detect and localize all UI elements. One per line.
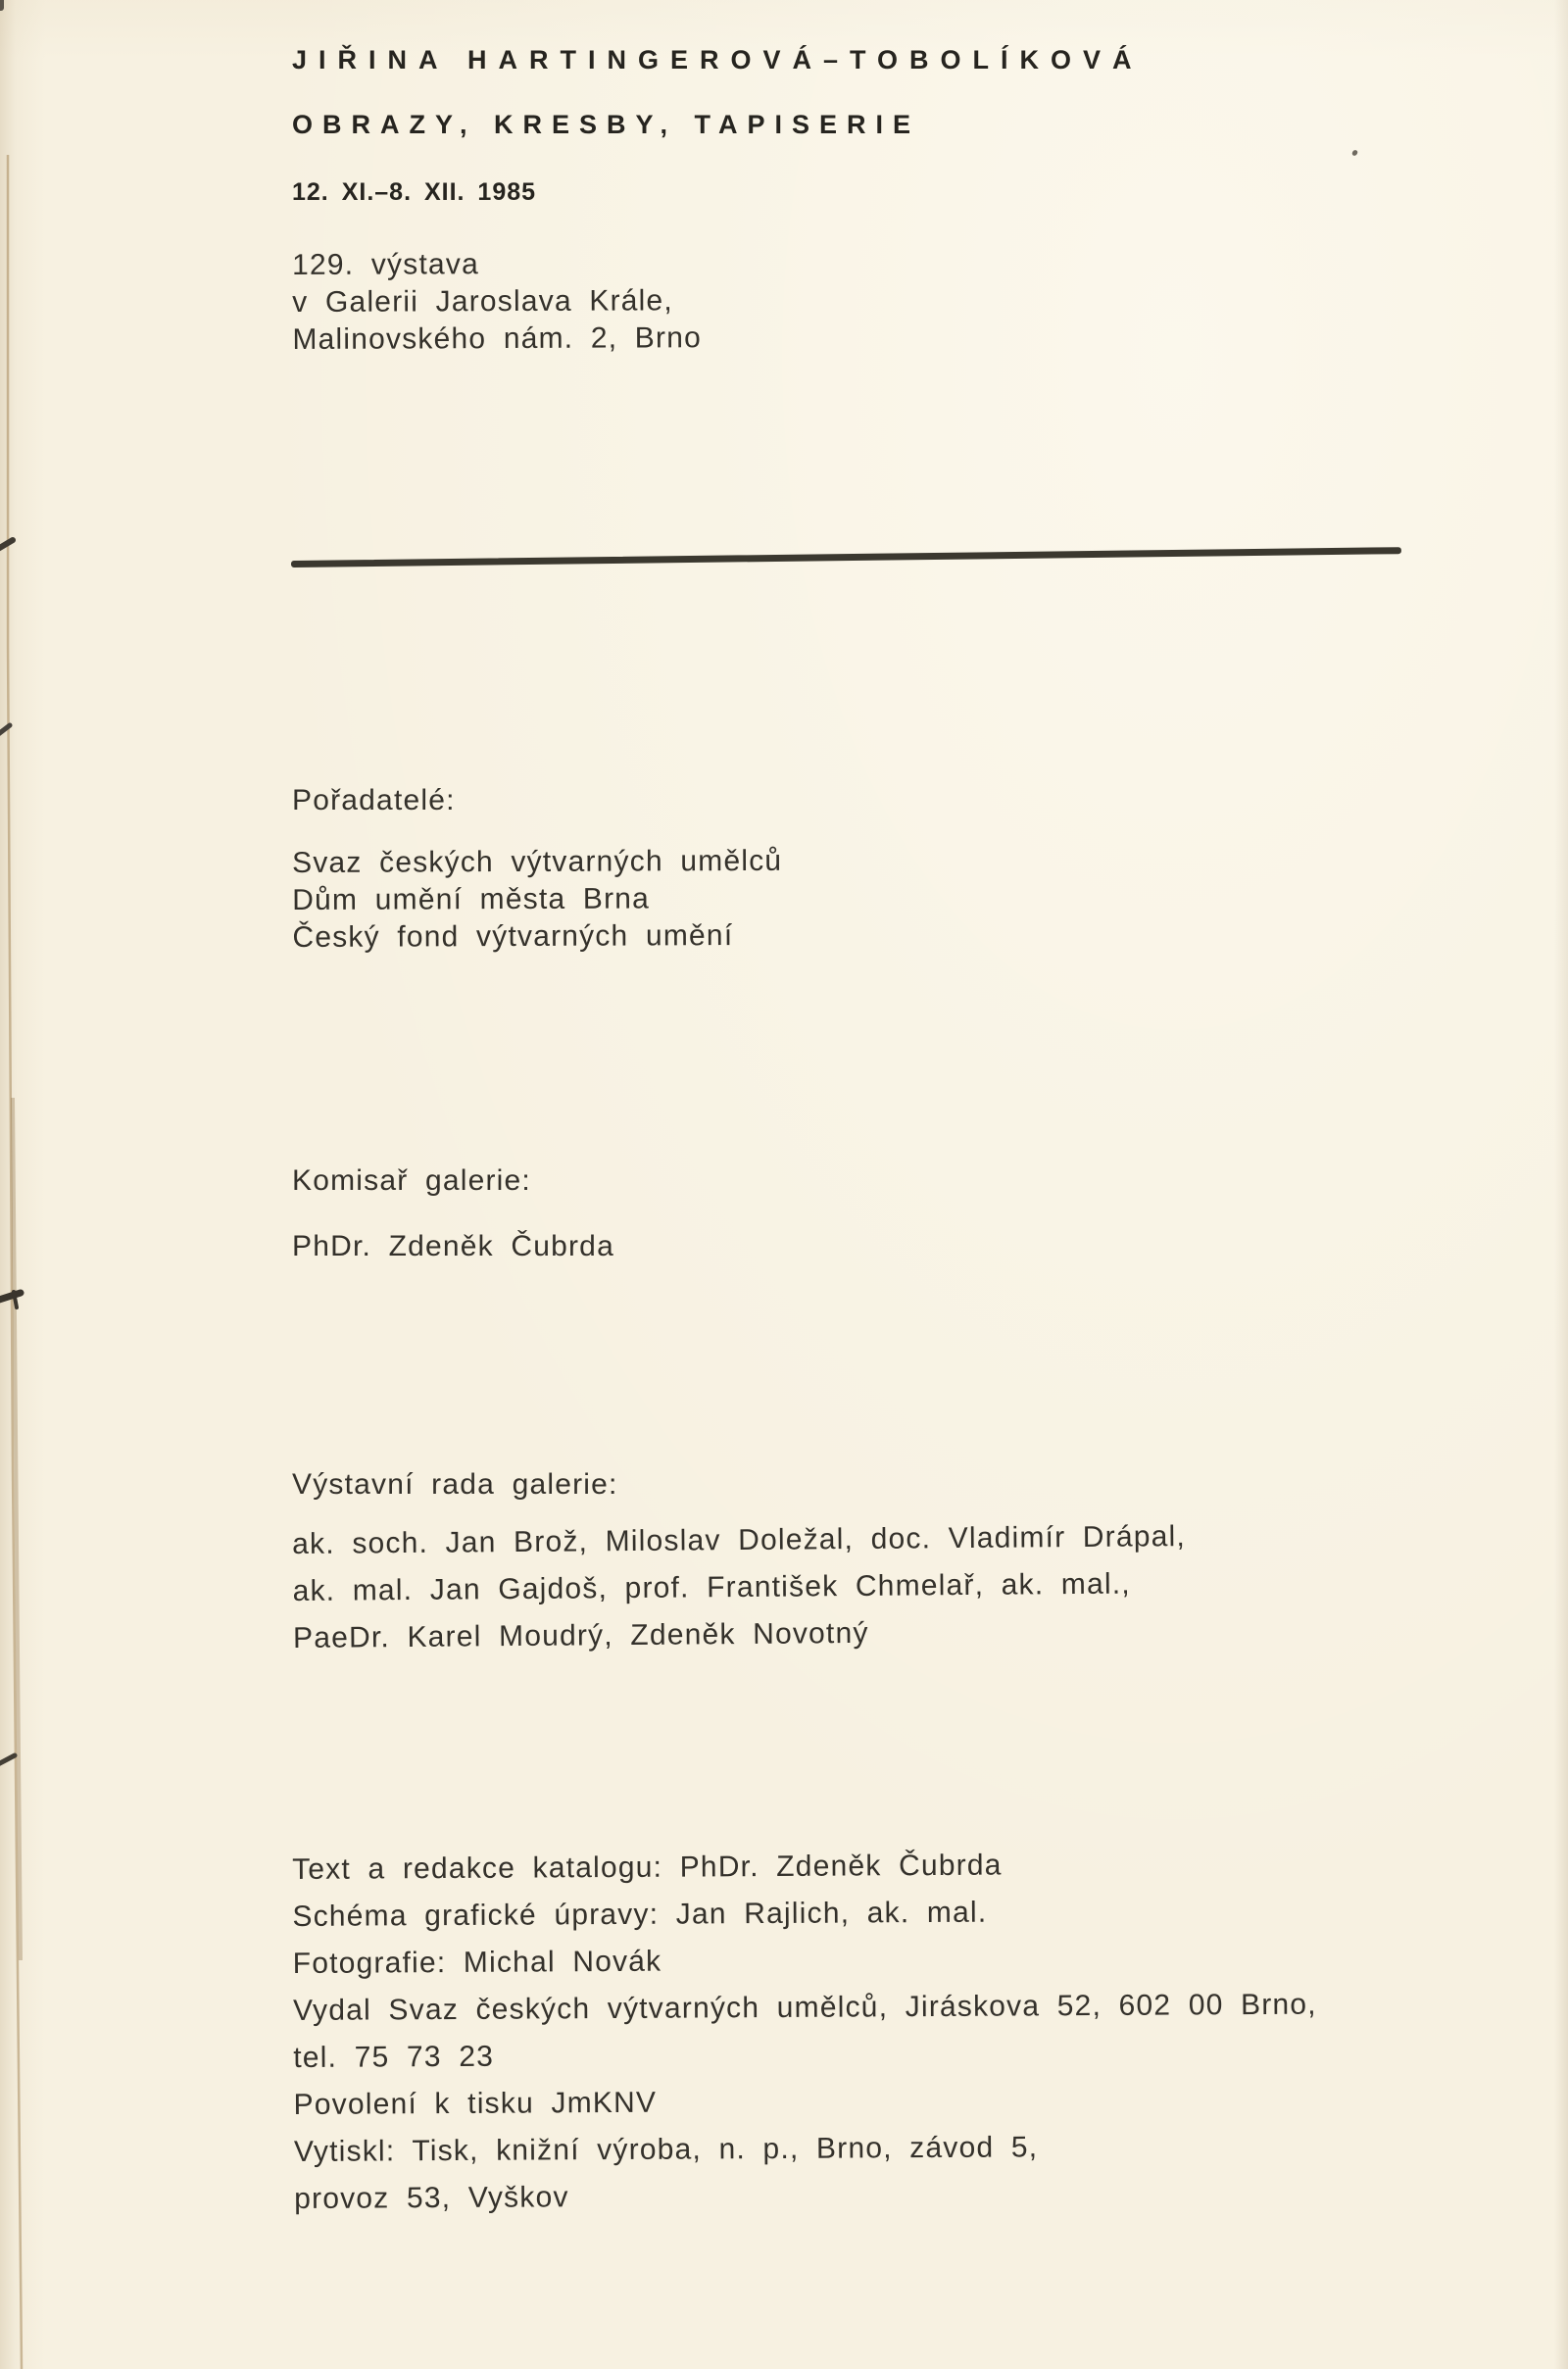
stitch-mark-3 [0, 1293, 21, 1300]
page-corner-artifact [0, 0, 4, 11]
colophon-publisher: Vydal Svaz českých výtvarných umělců, Jiráskova 52, 602 00 Brno, [292, 1988, 1317, 2027]
spine-fold-artifact [0, 0, 59, 2369]
colophon-telephone: tel. 75 73 23 [293, 2040, 495, 2074]
commissioner-heading: Komisař galerie: [292, 1164, 531, 1197]
board-members-line: PaeDr. Karel Moudrý, Zdeněk Novotný [292, 1616, 869, 1654]
stitch-mark-4 [0, 1755, 15, 1764]
colophon-print-permit: Povolení k tisku JmKNV [293, 2086, 658, 2121]
artist-name-title: JIŘINA HARTINGEROVÁ–TOBOLÍKOVÁ [292, 45, 1144, 74]
exhibition-subtitle: OBRAZY, KRESBY, TAPISERIE [292, 110, 921, 139]
exhibition-number: 129. výstava [292, 248, 479, 281]
divider-rule [291, 547, 1401, 568]
colophon-graphic-design: Schéma grafické úpravy: Jan Rajlich, ak. mal. [292, 1896, 988, 1933]
board-members-line: ak. soch. Jan Brož, Miloslav Doležal, doc. Vladimír Drápal, [292, 1520, 1187, 1560]
colophon-photography: Fotografie: Michal Novák [292, 1945, 662, 1980]
board-heading: Výstavní rada galerie: [292, 1468, 618, 1501]
organizer-item: Svaz českých výtvarných umělců [292, 844, 783, 879]
stitch-mark-1 [0, 540, 13, 549]
colophon-text-editor: Text a redakce katalogu: PhDr. Zdeněk Čubrda [292, 1849, 1003, 1886]
board-members-line: ak. mal. Jan Gajdoš, prof. František Chmelař, ak. mal., [292, 1567, 1132, 1607]
colophon-printer-location: provoz 53, Vyškov [294, 2181, 569, 2215]
dust-speck [1351, 149, 1358, 157]
colophon-printer: Vytiskl: Tisk, knižní výroba, n. p., Brno, závod 5, [293, 2131, 1039, 2168]
gallery-address: Malinovského nám. 2, Brno [292, 321, 702, 356]
organizer-item: Dům umění města Brna [292, 882, 651, 916]
exhibition-dates: 12. XI.–8. XII. 1985 [292, 178, 537, 206]
venue-block [292, 245, 702, 359]
organizers-block [292, 843, 783, 957]
gallery-name: v Galerii Jaroslava Krále, [292, 284, 673, 319]
organizer-item: Český fond výtvarných umění [292, 919, 734, 954]
colophon-block [292, 1841, 1318, 2223]
organizers-heading: Pořadatelé: [292, 784, 456, 816]
commissioner-name: PhDr. Zdeněk Čubrda [292, 1230, 614, 1262]
board-block [292, 1513, 1187, 1662]
